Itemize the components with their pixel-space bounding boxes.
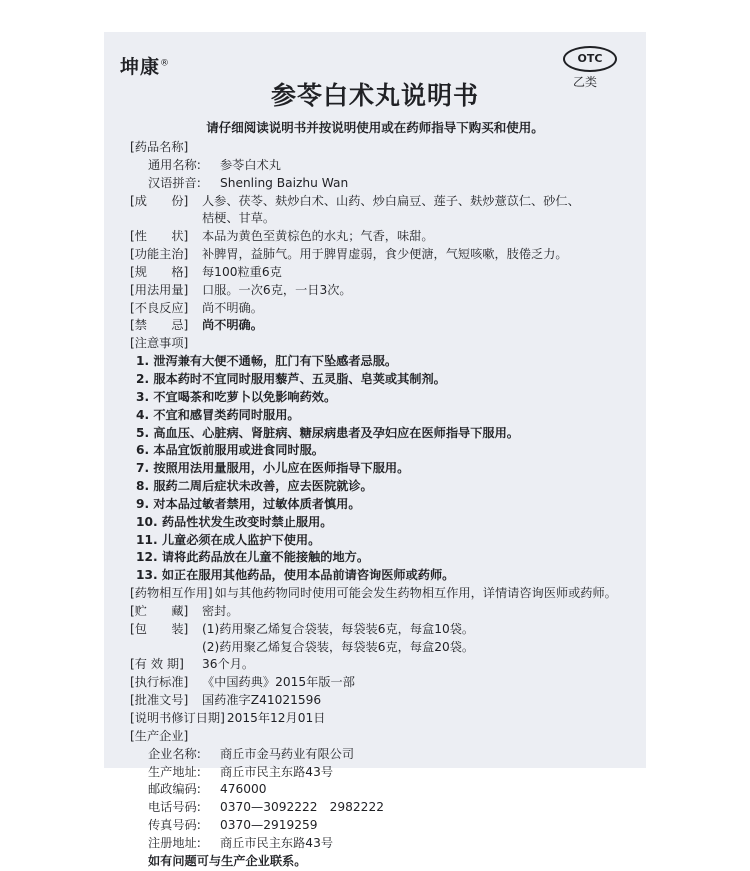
document-title: 参苓白术丸说明书 [270,81,479,110]
precaution-item: 5. 高血压、心脏病、肾脏病、糖尿病患者及孕妇应在医师指导下服用。 [136,425,519,440]
registered-address-row: 注册地址: 商丘市民主东路43号 [148,835,334,850]
adverse-reactions-row: [不良反应] 尚不明确。 [130,300,263,315]
indications-row: [功能主治] 补脾胃，益肺气。用于脾胃虚弱，食少便溏，气短咳嗽，肢倦乏力。 [130,247,568,262]
precaution-item: 9. 对本品过敏者禁用，过敏体质者慎用。 [136,496,361,511]
precaution-item: 1. 泄泻兼有大便不通畅，肛门有下坠感者忌服。 [136,354,398,369]
validity-row: [有 效 期] 36个月。 [130,657,255,672]
precaution-item: 6. 本品宜饭前服用或进食同时服。 [136,443,324,458]
precaution-item: 12. 请将此药品放在儿童不能接触的地方。 [136,550,370,565]
precaution-item: 8. 服药二周后症状未改善，应去医院就诊。 [136,479,373,494]
instruction-leaflet [104,32,646,868]
ingredients-row-cont: 桔梗、甘草。 [202,211,276,226]
precaution-item: 10. 药品性状发生改变时禁止服用。 [136,514,333,529]
dosage-row: [用法用量] 口服。一次6克，一日3次。 [130,282,352,297]
standard-row: [执行标准] 《中国药典》2015年版一部 [130,675,355,690]
precaution-item: 4. 不宜和感冒类药同时服用。 [136,407,300,422]
leaflet-body [130,139,640,871]
contraindications-row: [禁 忌] 尚不明确。 [130,318,263,333]
section-drug-name: [药品名称] [130,140,189,154]
approval-row: [批准文号] 国药准字Z41021596 [130,693,322,708]
fax-row: 传真号码: 0370—2919259 [148,818,318,833]
precaution-item: 7. 按照用法用量服用，小儿应在医师指导下服用。 [136,461,410,476]
specification-row: [规 格] 每100粒重6克 [130,264,282,279]
contact-note: 如有问题可与生产企业联系。 [148,853,307,868]
production-address-row: 生产地址: 商丘市民主东路43号 [148,764,334,779]
generic-name-row: 通用名称: 参苓白术丸 [148,157,281,172]
otc-badge: OTC [563,46,617,72]
precaution-item: 3. 不宜喝茶和吃萝卜以免影响药效。 [136,389,337,404]
postcode-row: 邮政编码: 476000 [148,782,267,797]
phone-row: 电话号码: 0370—3092222 2982222 [148,800,384,815]
package-row: [包 装] (1)药用聚乙烯复合袋装，每袋装6克，每盒10袋。 [130,621,475,636]
precaution-item: 2. 服本药时不宜同时服用藜芦、五灵脂、皂荚或其制剂。 [136,371,446,386]
package-row-cont: (2)药用聚乙烯复合袋装，每袋装6克，每盒20袋。 [202,639,475,654]
section-precautions: [注意事项] [130,336,189,351]
properties-row: [性 状] 本品为黄色至黄棕色的水丸；气香，味甜。 [130,229,434,244]
pinyin-row: 汉语拼音: Shenling Baizhu Wan [148,175,349,190]
revision-date-row: [说明书修订日期] 2015年12月01日 [130,711,326,725]
precaution-item: 11. 儿童必须在成人监护下使用。 [136,532,321,547]
precaution-item: 13. 如正在服用其他药品，使用本品前请咨询医师或药师。 [136,568,455,583]
otc-class-label: 乙类 [573,75,598,89]
storage-row: [贮 藏] 密封。 [130,603,239,618]
ingredients-row: [成 份] 人参、茯苓、麸炒白术、山药、炒白扁豆、莲子、麸炒薏苡仁、砂仁、 [130,193,580,208]
interactions-row: [药物相互作用] 如与其他药物同时使用可能会发生药物相互作用，详情请咨询医师或药师。 [130,586,617,601]
section-manufacturer: [生产企业] [130,728,189,743]
company-name-row: 企业名称: 商丘市金马药业有限公司 [148,746,355,761]
brand-logo: 坤康® [120,56,171,78]
document-subtitle: 请仔细阅读说明书并按说明使用或在药师指导下购买和使用。 [206,120,544,135]
